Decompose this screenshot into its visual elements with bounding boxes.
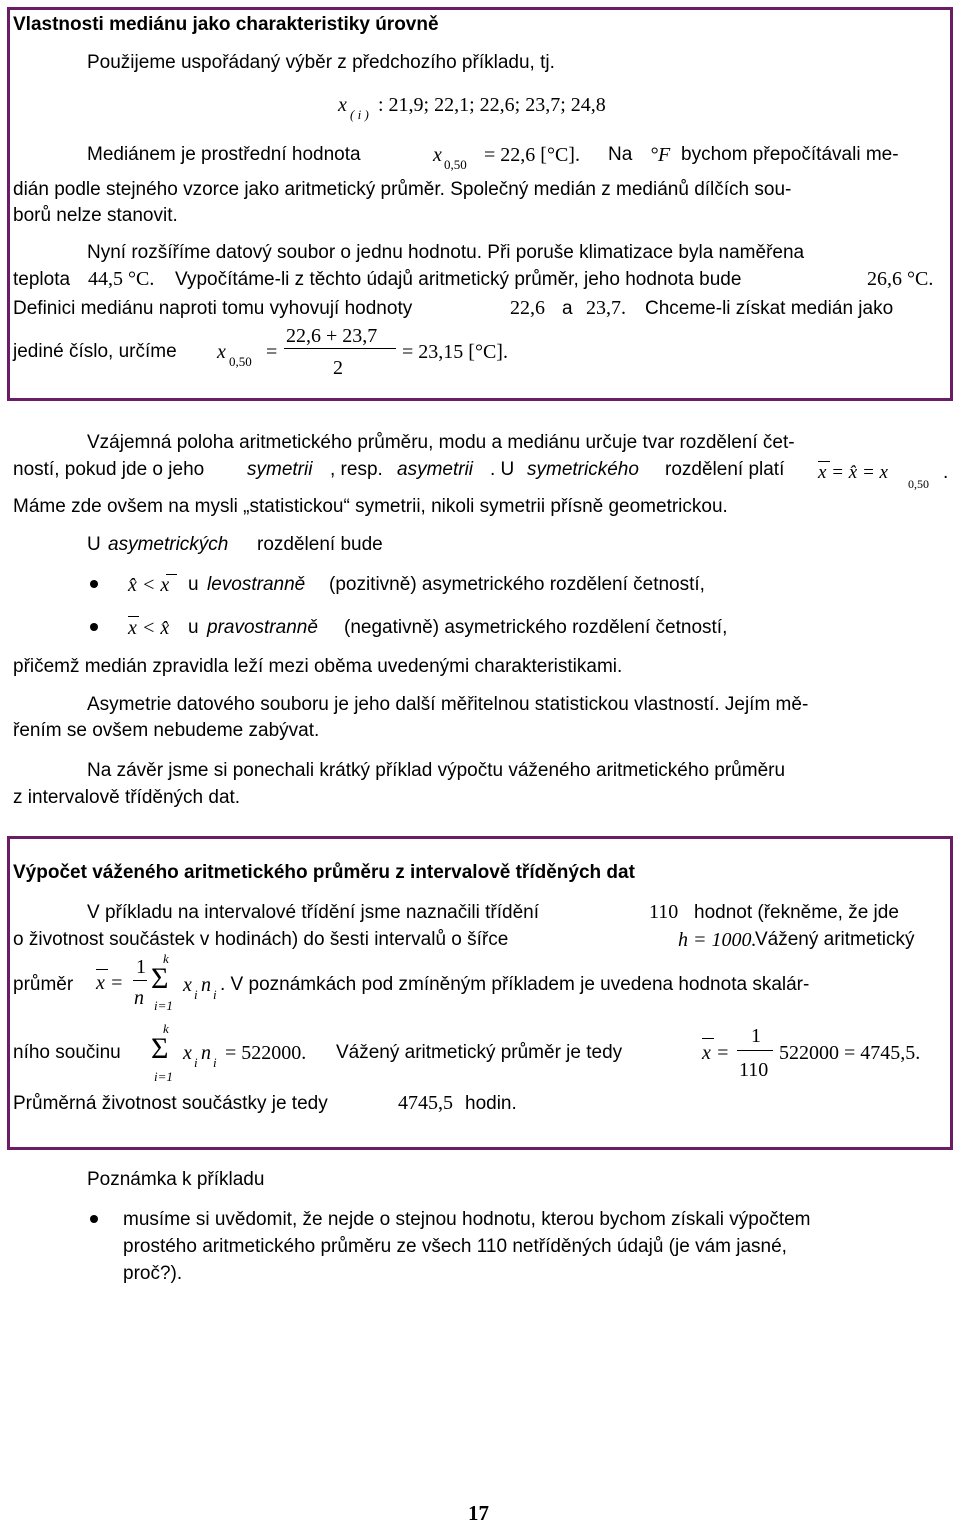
math-result: = 23,15 [°C]. [402,341,508,363]
math-sub: ( i ) [350,107,369,122]
math-sub: i [194,987,198,1002]
math-value: 4745,5 [398,1092,453,1114]
note-title: Poznámka k příkladu [87,1169,265,1190]
paragraph-emphasis: asymetrii [397,459,474,480]
note-line: proč?). [123,1263,183,1284]
paragraph-line: Asymetrie datového souboru je jeho další měřitelnou statistickou vlastností. Jejím mě- [87,694,809,715]
math-sub: i [213,987,217,1002]
math-formula: x = [96,972,124,994]
paragraph-line: Nyní rozšíříme datový soubor o jednu hodnotu. Při poruše klimatizace byla naměřena [87,242,805,263]
paragraph-text: Vážený aritmetický [755,929,915,950]
bullet-icon [90,580,98,588]
paragraph-text: Průměrná životnost součástky je tedy [13,1093,328,1114]
fraction-bar [737,1050,773,1051]
note-line: prostého aritmetického průměru ze všech 110 netříděných údajů (je vám jasné, [123,1236,787,1257]
paragraph-text: V příkladu na intervalové třídění jsme naznačili třídění [87,902,540,923]
math-formula: h = 1000. [678,929,757,951]
paragraph-text: o životnost součástek v hodinách) do šesti intervalů o šířce [13,929,509,950]
paragraph-emphasis: asymetrických [108,534,229,555]
paragraph-line: z intervalově tříděných dat. [13,787,241,808]
sum-lower: i=1 [154,1069,173,1084]
sum-upper: k [163,1021,169,1036]
paragraph-line: řením se ovšem nebudeme zabývat. [13,720,320,741]
math-sub: i [194,1055,198,1070]
math-unit: °F [650,144,671,166]
math-var: n [201,1042,211,1064]
paragraph-text: Vážený aritmetický průměr je tedy [336,1042,623,1063]
paragraph-line: dián podle stejného vzorce jako aritmetický průměr. Společný medián z mediánů dílčích sou- [13,179,792,200]
math-sub: 0,50 [229,354,252,369]
math-sub: 0,50 [444,157,467,172]
paragraph-line: Vzájemná poloha aritmetického průměru, modu a mediánu určuje tvar rozdělení čet- [87,432,795,453]
paragraph-text: Na [608,144,633,165]
paragraph-line: přičemž medián zpravidla leží mezi oběma uvedenými charakteristikami. [13,656,623,677]
fraction-denominator: 2 [333,357,343,379]
paragraph-text: . [943,462,949,483]
note-line: musíme si uvědomit, že nejde o stejnou hodnotu, kterou bychom získali výpočtem [123,1209,811,1230]
section-title-weighted-mean: Výpočet váženého aritmetického průměru z intervalově tříděných dat [13,862,635,883]
math-median-value: = 22,6 [°C]. [484,144,580,166]
section-title-median: Vlastnosti mediánu jako charakteristiky úrovně [13,14,439,35]
math-var: x [433,144,442,166]
math-result: 522000 = 4745,5. [779,1042,921,1064]
paragraph-text: . U [490,459,515,480]
bullet-icon [90,1215,98,1223]
paragraph-emphasis: symetrického [527,459,639,480]
math-value: 44,5 °C. [88,268,155,290]
paragraph-text: , resp. [330,459,383,480]
paragraph-text: průměr [13,974,74,995]
bullet-text: u [188,617,199,638]
paragraph-text: jediné číslo, určíme [13,341,177,362]
math-formula: x < x̂ [128,617,170,639]
paragraph-text: hodin. [465,1093,517,1114]
fraction-denominator: n [134,987,144,1009]
paragraph-emphasis: symetrii [247,459,313,480]
sum-upper: k [163,951,169,966]
math-sub: i [213,1055,217,1070]
math-formula: x̂ < x [128,574,170,596]
paragraph-line: Mediánem je prostřední hodnota [87,144,361,165]
math-var: x [183,974,192,996]
math-var: x [183,1042,192,1064]
bullet-emphasis: levostranně [207,574,306,595]
sum-sigma-icon: Σ [151,1032,169,1065]
paragraph-text: bychom přepočítávali me- [681,144,899,165]
bullet-text: u [188,574,199,595]
fraction-bar [133,980,147,981]
math-equals: = [266,341,278,363]
bullet-icon [90,623,98,631]
math-var: x [338,94,347,116]
paragraph-text: ností, pokud jde o jeho [13,459,205,480]
sum-sigma-icon: Σ [151,962,169,995]
math-value: = 522000. [225,1042,307,1064]
math-sub: 0,50 [908,477,929,491]
math-value: 23,7. [586,297,626,319]
paragraph-text: ního součinu [13,1042,121,1063]
page-number: 17 [468,1501,489,1525]
paragraph-text: U [87,534,101,555]
paragraph-text: Chceme-li získat medián jako [645,298,894,319]
paragraph-text: hodnot (řekněme, že jde [694,902,899,923]
mean-overbar [96,969,108,970]
paragraph-line: Máme zde ovšem na mysli „statistickou“ symetrii, nikoli symetrii přísně geometrickou. [13,496,728,517]
fraction-bar [284,348,396,349]
bullet-emphasis: pravostranně [207,617,318,638]
paragraph-text: . V poznámkách pod zmíněným příkladem je uvedena hodnota skalár- [220,974,810,995]
paragraph-text: rozdělení bude [257,534,383,555]
paragraph-line: Použijeme uspořádaný výběr z předchozího příkladu, tj. [87,52,555,73]
fraction-numerator: 22,6 + 23,7 [286,325,378,347]
fraction-denominator: 110 [739,1059,769,1081]
fraction-numerator: 1 [136,956,146,978]
paragraph-text: Definici mediánu naproti tomu vyhovují hodnoty [13,298,413,319]
math-formula: x = [702,1042,730,1064]
math-value: 26,6 °C. [867,268,934,290]
fraction-numerator: 1 [751,1025,761,1047]
paragraph-text: teplota [13,269,71,290]
math-var: x [217,341,226,363]
sum-lower: i=1 [154,998,173,1013]
paragraph-text: rozdělení platí [665,459,785,480]
math-value: 110 [649,901,679,923]
paragraph-text: a [562,298,573,319]
bullet-text: (negativně) asymetrického rozdělení četností, [344,617,728,638]
math-value: 22,6 [510,297,545,319]
mean-overbar [702,1038,714,1039]
paragraph-text: Vypočítáme-li z těchto údajů aritmetický průměr, jeho hodnota bude [175,269,742,290]
math-sequence: : 21,9; 22,1; 22,6; 23,7; 24,8 [378,94,606,116]
math-formula: x = x̂ = x [818,462,888,483]
paragraph-line: Na závěr jsme si ponechali krátký příklad výpočtu váženého aritmetického průměru [87,760,786,781]
bullet-text: (pozitivně) asymetrického rozdělení četností, [329,574,705,595]
math-var: n [201,974,211,996]
paragraph-line: borů nelze stanovit. [13,205,178,226]
